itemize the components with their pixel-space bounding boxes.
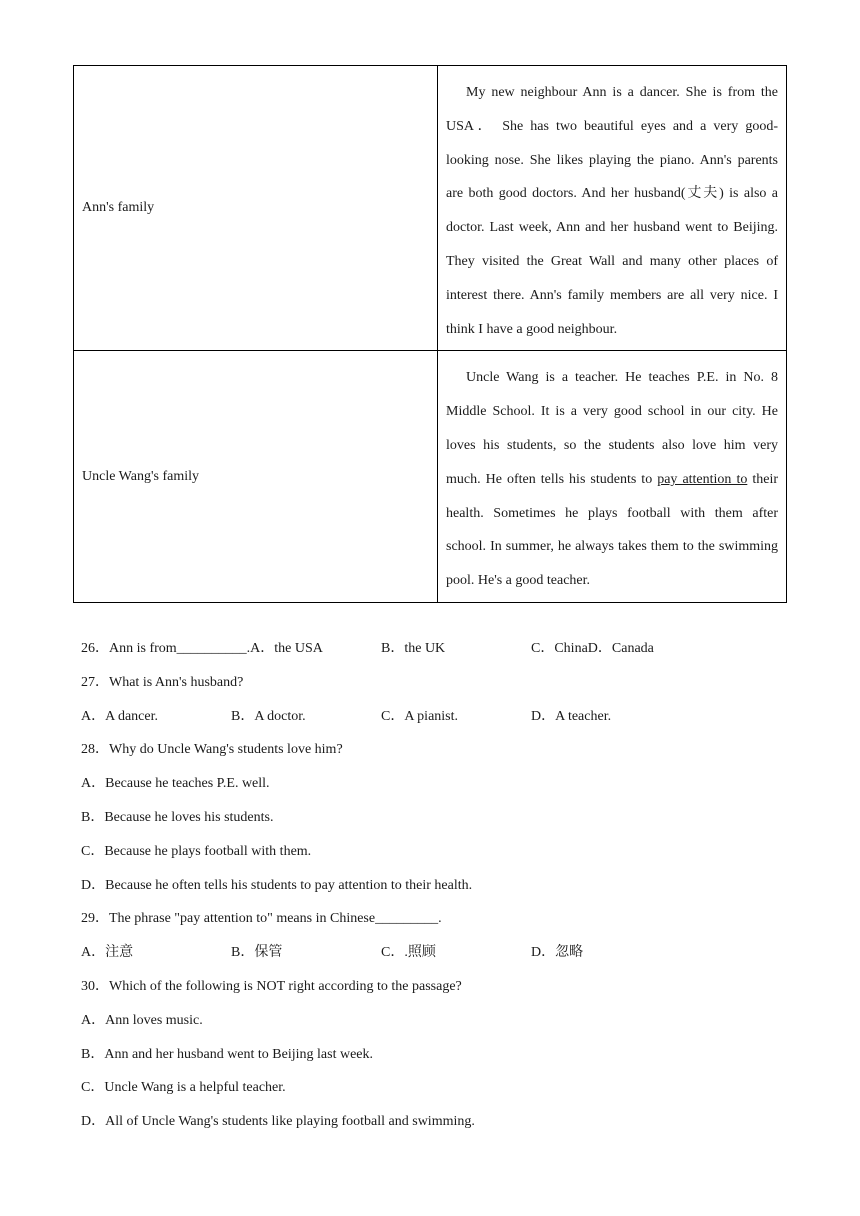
question-29-options	[81, 936, 781, 970]
option-d: D．Canada	[587, 641, 654, 656]
option-d: D．All of Uncle Wang's students like playing football and swimming.	[81, 1114, 475, 1130]
option-d: D．Because he often tells his students to pay attention to their health.	[81, 877, 473, 893]
question-26	[81, 632, 781, 666]
question-29	[81, 902, 781, 936]
question-stem: 26．Ann is from__________.	[81, 641, 251, 656]
question-28	[81, 733, 781, 767]
option-a: A．the USA	[250, 641, 323, 656]
row-label: Uncle Wang's family	[74, 351, 438, 603]
option-b: B．A doctor.	[231, 708, 306, 724]
option-a: A．注意	[81, 945, 134, 961]
option-b: B．Ann and her husband went to Beijing last week.	[81, 1046, 374, 1062]
underlined-phrase: pay attention to	[657, 471, 748, 487]
row-label: Ann's family	[74, 66, 438, 351]
question-27	[81, 666, 781, 700]
option-a: A．Ann loves music.	[81, 1012, 203, 1028]
option-c: C．A pianist.	[381, 708, 459, 724]
table-row	[74, 66, 787, 351]
option-a: A．A dancer.	[81, 708, 158, 724]
passage-uncle-wang	[446, 361, 778, 598]
option-c: C．China	[531, 641, 588, 656]
passage-cell	[438, 66, 787, 351]
option-b: B．保管	[231, 945, 283, 961]
questions-section	[81, 632, 781, 1139]
option-c-d	[531, 632, 654, 666]
option-c: C．Because he plays football with them.	[81, 843, 312, 859]
question-stem: 30．Which of the following is NOT right according to the passage?	[81, 978, 462, 994]
option-c: C．.照顾	[381, 945, 436, 961]
option-d: D．A teacher.	[531, 708, 612, 724]
passage-text: Uncle Wang is a teacher. He teaches P.E. in No. 8 Middle School. It is a very good school in our city. He loves his students, so the students also love him very much. He often tells his students to	[446, 370, 778, 487]
option-b: B．the UK	[381, 641, 446, 656]
question-30	[81, 970, 781, 1004]
question-stem: 28．Why do Uncle Wang's students love him?	[81, 742, 343, 758]
table-row	[74, 351, 787, 603]
option-d: D．忽略	[531, 945, 584, 961]
passage-cell	[438, 351, 787, 603]
passage-ann: My new neighbour Ann is a dancer. She is from the USA． She has two beautiful eyes and a very good-looking nose. She likes playing the piano. Ann's parents are both good doctors. And her husband(丈夫) is also a doctor. Last week, Ann and her husband went to Beijing. They visited the Great Wall and many other places of interest there. Ann's family members are all very nice. I think I have a good neighbour.	[446, 85, 778, 337]
question-stem: 29．The phrase "pay attention to" means in Chinese_________.	[81, 911, 442, 927]
option-a: A．Because he teaches P.E. well.	[81, 776, 270, 792]
question-stem: 27．What is Ann's husband?	[81, 674, 244, 690]
question-27-options	[81, 700, 781, 734]
reading-table	[73, 65, 787, 603]
option-b: B．Because he loves his students.	[81, 809, 274, 825]
option-c: C．Uncle Wang is a helpful teacher.	[81, 1080, 286, 1096]
passage-text: their health. Sometimes he plays football with them after school. In summer, he always takes them to the swimming pool. He's a good teacher.	[446, 471, 778, 589]
